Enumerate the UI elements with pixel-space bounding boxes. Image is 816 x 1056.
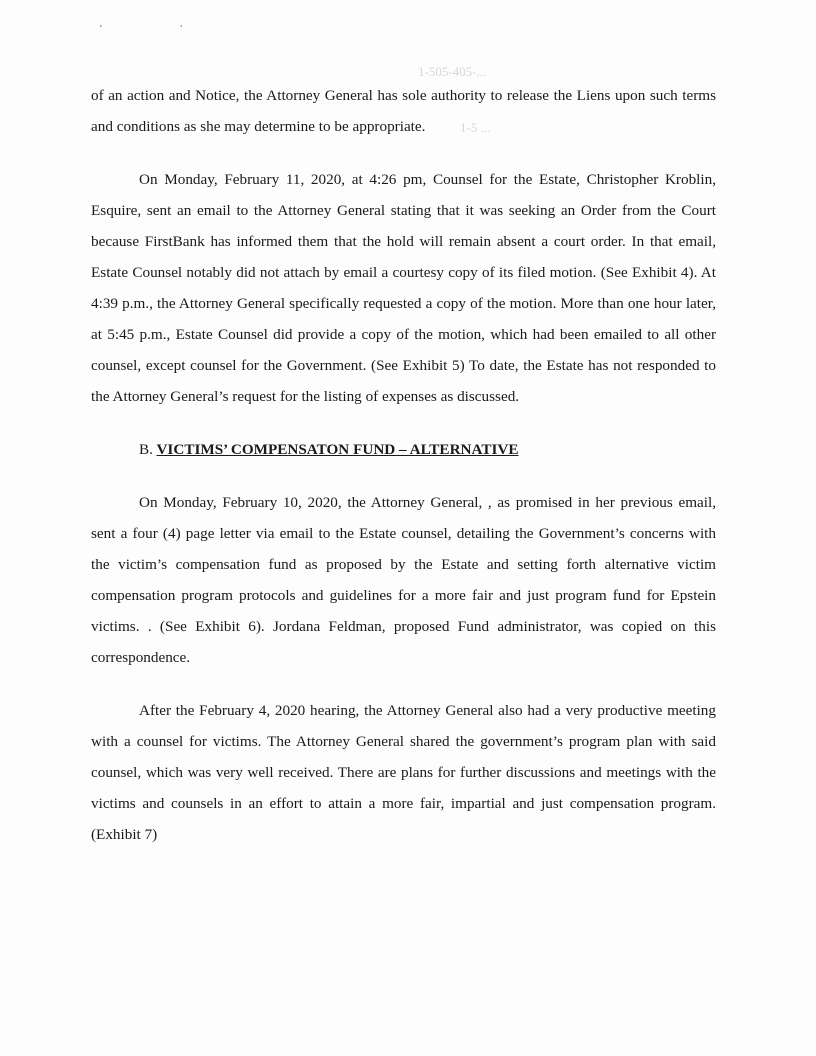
paragraph-compensation-letter: On Monday, February 10, 2020, the Attorney General, , as promised in her previous email, sent a four (4) page letter via email to the Estate counsel, detailing the Government’s concerns with the victim’s compensation fund as proposed by the Estate and setting forth alternative victim compensation program protocols and guidelines for a more fair and just program fund for Epstein victims. . (See Exhibit 6). Jordana Feldman, proposed Fund administrator, was copied on this correspondence. <box>91 494 716 666</box>
paragraph-estate-email: On Monday, February 11, 2020, at 4:26 pm, Counsel for the Estate, Christopher Kroblin, Esquire, sent an email to the Attorney General stating that it was seeking an Order from the Court because FirstBank has informed them that the hold will remain absent a court order. In that email, Estate Counsel notably did not attach by email a courtesy copy of its filed motion. (See Exhibit 4). At 4:39 p.m., the Attorney General specifically requested a copy of the motion. More than one hour later, at 5:45 p.m., Estate Counsel did provide a copy of the motion, which had been emailed to all other counsel, except counsel for the Government. (See Exhibit 5) To date, the Estate has not responded to the Attorney General’s request for the listing of expenses as discussed. <box>91 171 716 405</box>
paragraph-victims-counsel-meeting: After the February 4, 2020 hearing, the Attorney General also had a very productive meeting with a counsel for victims. The Attorney General shared the government’s program plan with said counsel, which was very well received. There are plans for further discussions and meetings with the victims and counsels in an effort to attain a more fair, impartial and just compensation program. (Exhibit 7) <box>91 702 716 843</box>
section-heading-title: VICTIMS’ COMPENSATON FUND – ALTERNATIVE <box>156 441 519 458</box>
document-body <box>91 80 716 850</box>
section-heading-label: B. <box>139 441 153 458</box>
ghost-stamp-bottom: 1-5 ... <box>460 120 491 135</box>
paragraph-liens-authority: of an action and Notice, the Attorney General has sole authority to release the Liens upon such terms and conditions as she may determine to be appropriate. <box>91 87 716 135</box>
section-heading-b <box>91 434 716 465</box>
corner-marks: ' ' <box>100 24 221 35</box>
ghost-stamp-top: 1-505-405-... <box>418 64 487 79</box>
